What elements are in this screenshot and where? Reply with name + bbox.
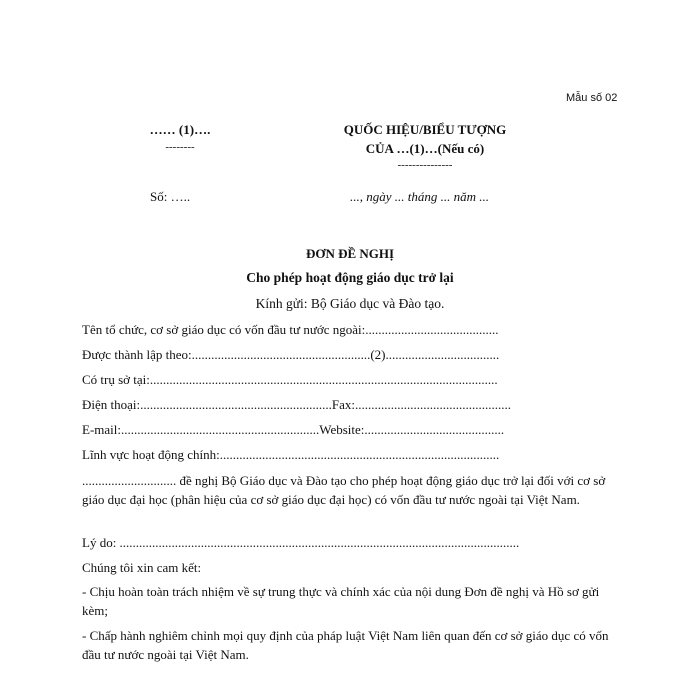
form-number: Mẫu số 02 bbox=[566, 92, 618, 104]
established-by-field: Được thành lập theo:.......................................................(2)................................... bbox=[82, 347, 500, 362]
document-subtitle: Cho phép hoạt động giáo dục trở lại bbox=[246, 270, 454, 285]
document-date: ..., ngày ... tháng ... năm ... bbox=[350, 189, 490, 204]
recipient-line: Kính gửi: Bộ Giáo dục và Đào tạo. bbox=[255, 296, 445, 311]
commitment-item: - Chấp hành nghiêm chỉnh mọi quy định của pháp luật Việt Nam liên quan đến cơ sở giáo dục có vốn đầu tư nước ngoài tại Việt Nam. bbox=[82, 628, 609, 662]
commitment-item: - Chịu hoàn toàn trách nhiệm về sự trung thực và chính xác của nội dung Đơn đề nghị và Hồ sơ gửi kèm; bbox=[82, 584, 600, 618]
national-emblem-header bbox=[320, 120, 530, 172]
national-subtitle: CỦA …(1)…(Nếu có) bbox=[365, 141, 485, 156]
issuer-divider: -------- bbox=[165, 141, 195, 153]
commitment-intro: Chúng tôi xin cam kết: bbox=[82, 560, 202, 575]
document-title: ĐƠN ĐỀ NGHỊ bbox=[305, 246, 395, 261]
reason-field: Lý do: ........................................................................................................................... bbox=[82, 535, 520, 550]
request-paragraph: ............................. đề nghị Bộ Giáo dục và Đào tạo cho phép hoạt động giáo dục trở lại đối với cơ sở giáo dục đại học (phân hiệu của cơ sở giáo dục đại học) có vốn đầu tư nước ngoài tại Việt Nam. bbox=[82, 473, 606, 507]
head-office-field: Có trụ sở tại:........................................................................................................... bbox=[82, 372, 498, 387]
issuer-header bbox=[120, 120, 240, 154]
org-name-field: Tên tổ chức, cơ sở giáo dục có vốn đầu tư nước ngoài:......................................... bbox=[82, 322, 499, 337]
national-divider: --------------- bbox=[397, 159, 453, 171]
national-title: QUỐC HIỆU/BIỂU TƯỢNG bbox=[343, 122, 507, 137]
issuer-name: …… (1)…. bbox=[149, 122, 211, 137]
email-website-field: E-mail:.............................................................Website:........................................... bbox=[82, 422, 505, 437]
phone-fax-field: Điện thoại:...........................................................Fax:................................................ bbox=[82, 397, 511, 412]
main-field-line: Lĩnh vực hoạt động chính:...................................................................................... bbox=[82, 447, 500, 462]
document-number: Số: ….. bbox=[150, 189, 191, 204]
